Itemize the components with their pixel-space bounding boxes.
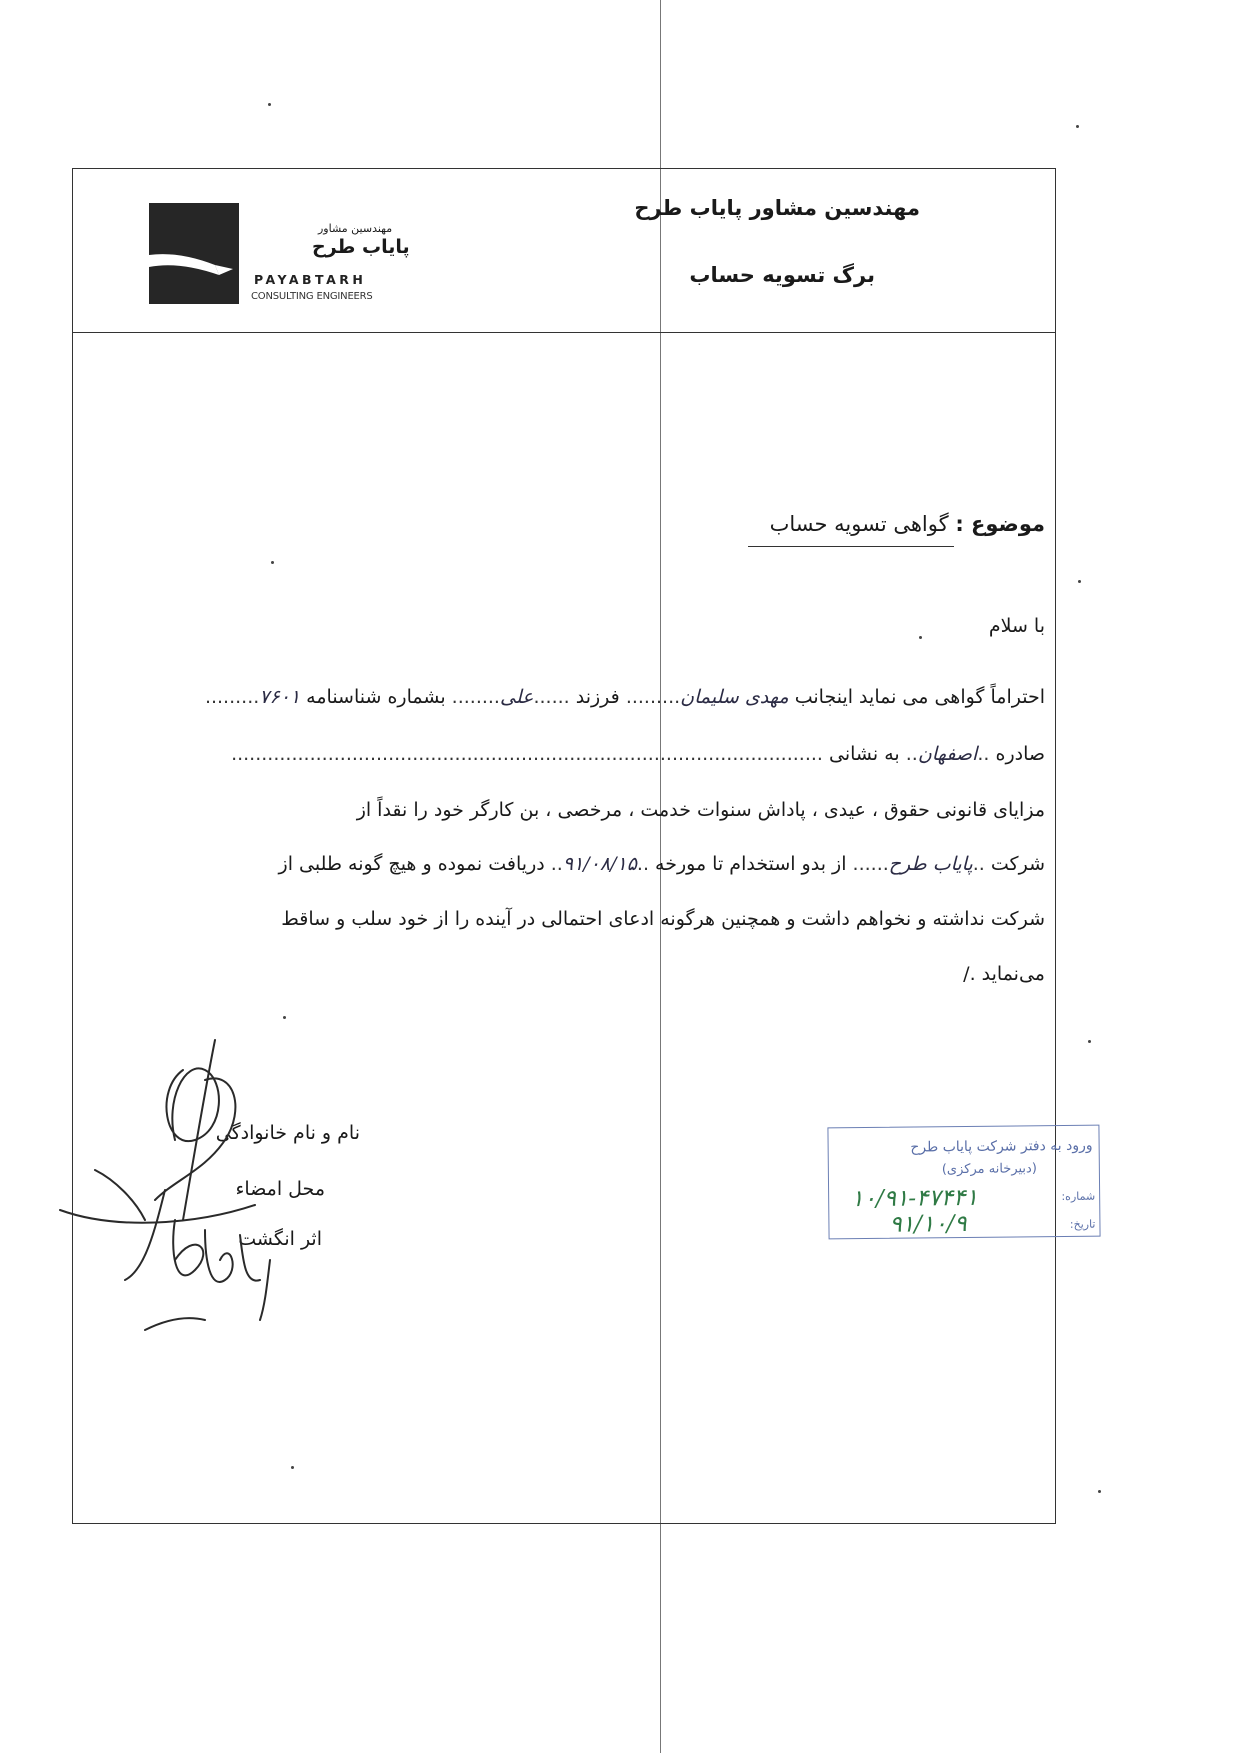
body-line-4: شرکت ..پایاب طرح...... از بدو استخدام تا مورخه ..۹۱/۰۸/۱۵.. دریافت نموده و هیچ گونه طلبی از <box>278 853 1045 875</box>
company-name-handwritten: پایاب طرح <box>888 853 973 875</box>
signature-label: محل امضاء <box>235 1178 325 1200</box>
scan-speck <box>919 636 922 639</box>
subject-value: گواهی تسویه حساب <box>769 512 949 536</box>
scan-speck <box>291 1466 294 1469</box>
logo-mark <box>149 203 239 304</box>
stamp-subheading: (دبیرخانه مرکزی) <box>941 1161 1037 1178</box>
stamp-number: ۱۰/۹۱-۴۷۴۴۱ <box>851 1184 979 1213</box>
line1-text-c: بشماره شناسنامه <box>306 686 446 708</box>
subject-line <box>770 512 1045 536</box>
header-divider <box>72 332 1056 333</box>
company-title: مهندسین مشاور پایاب طرح <box>634 196 920 220</box>
line2-text-b: به نشانی <box>829 743 900 765</box>
subject-underline <box>748 546 954 547</box>
line1-text-a: احتراماً گواهی می نماید اینجانب <box>794 686 1045 708</box>
line1-text-b: فرزند <box>575 686 620 708</box>
scan-speck <box>1098 1490 1101 1493</box>
body-line-3: مزایای قانونی حقوق ، عیدی ، پاداش سنوات خدمت ، مرخصی ، بن کارگر خود را نقداً از <box>356 799 1045 821</box>
body-line-2: صادره ..اصفهان.. به نشانی .................................................................................................. <box>231 743 1045 765</box>
stamp-date: ۹۱/۱۰/۹ <box>889 1210 967 1238</box>
logo-en-subtitle: CONSULTING ENGINEERS <box>251 291 373 302</box>
scan-speck <box>1078 580 1081 583</box>
scan-speck <box>1076 125 1079 128</box>
receipt-stamp <box>827 1125 1100 1240</box>
greeting: با سلام <box>988 615 1045 637</box>
logo-fa-name: پایاب طرح <box>312 236 410 258</box>
scan-speck <box>268 103 271 106</box>
father-name-handwritten: علی <box>499 686 534 708</box>
handwritten-signature <box>55 1030 315 1350</box>
line4-text-a: شرکت <box>990 853 1045 875</box>
issue-place-handwritten: اصفهان <box>917 743 978 765</box>
form-title: برگ تسویه حساب <box>689 263 875 287</box>
stamp-heading: ورود به دفتر شرکت پایاب طرح <box>910 1137 1093 1156</box>
logo-swoosh-icon <box>149 203 239 304</box>
stamp-date-label: تاریخ: <box>1069 1217 1096 1231</box>
scan-speck <box>1088 1040 1091 1043</box>
line2-text-a: صادره <box>995 743 1045 765</box>
body-line-6: می‌نماید ./ <box>963 963 1045 985</box>
scan-speck <box>283 1016 286 1019</box>
settlement-date-handwritten: ۹۱/۰۸/۱۵ <box>562 853 637 875</box>
scan-speck <box>271 561 274 564</box>
id-number-handwritten: ۷۶۰۱ <box>259 686 301 708</box>
line4-text-b: از بدو استخدام تا مورخه <box>655 853 847 875</box>
fingerprint-label: اثر انگشت <box>238 1228 322 1250</box>
logo-en-name: PAYABTARH <box>254 272 367 287</box>
line4-text-c: دریافت نموده و هیچ گونه طلبی از <box>278 853 545 875</box>
logo-fa-subtitle: مهندسین مشاور <box>318 222 393 235</box>
stamp-number-label: شماره: <box>1061 1189 1096 1203</box>
body-line-5: شرکت نداشته و نخواهم داشت و همچنین هرگونه ادعای احتمالی در آینده را از خود سلب و ساقط <box>281 908 1045 930</box>
name-label: نام و نام خانوادگی <box>215 1122 360 1144</box>
subject-label: موضوع : <box>955 512 1045 536</box>
employee-name-handwritten: مهدی سلیمان <box>680 686 789 708</box>
body-line-1: احتراماً گواهی می نماید اینجانب مهدی سلیمان......... فرزند ......علی........ بشماره شناسنامه ۷۶۰۱......... <box>204 686 1045 708</box>
